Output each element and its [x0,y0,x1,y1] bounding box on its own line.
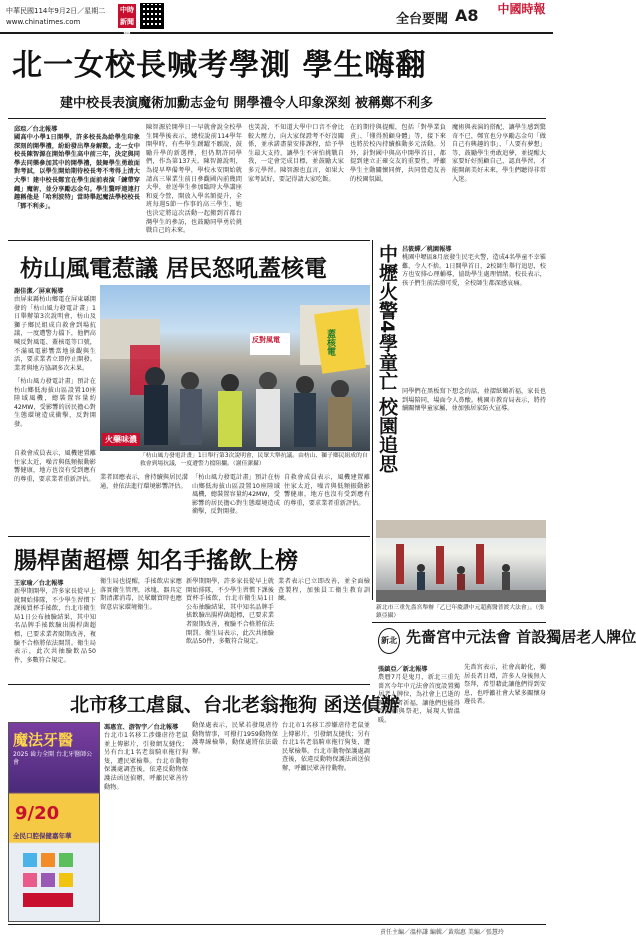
divider [8,924,546,925]
ad-date: 9/20 [15,803,60,824]
column-divider [372,240,373,600]
protest-photo [100,285,370,451]
story6-byline: 張鎮亞／新北報導 [378,666,428,673]
issue-date: 中華民國114年9月2日／星期二 [6,7,106,15]
story1-headline: 北一女校長喊考學測 學生嗨翻 [12,48,427,83]
story1-byline: 邱琮／台北報導 [14,126,58,133]
story1-col4: 在的期待與提醒，包括「對學業負責」、「懂得照顧身體」等，接下來也將於校內持續推動多元活動。另外，針對國中與高中開學首日，都提到建立正確交友的重要性，呼籲學生主動關懷同儕，共同營造友善的校園氛圍。 [350,124,446,183]
story2-body2: 「枋山風力發電計畫」預計在枋山鄉低海拔山區設置10座陸域風機，總裝置容量約42MW，受影響的居民擔心對生態環境造成衝擊，反對開發。 [14,378,96,428]
story3-headline: 腸桿菌超標 知名手搖飲上榜 [14,548,299,574]
region-tag: 新北 [378,628,400,654]
story1-col3: 也笑說，不知道大學中口音不會比較大壓力，向大家保證考不好沒關係，並承諾盡量安排課程，給予學生最大支持，讓學生不害怕挑戰自我，一定會完成目標，並鼓勵大家多元學習。陳智源也直言，如果大家考試好，要記得請大家吃飯。 [248,124,344,183]
ad-subtitle: 2025 齒力全開 台北牙醫師公會 [13,751,93,766]
story2-body: 由屏東縣枋山鄉電在屏東縣開發的「枋山風力發電計畫」1日舉辦第3次說明會，枋山及獅子鄉民組成自救會到場抗議，一度遭警力擋下，他們高喊反對風電、蓋核電等口號，不滿風電影響當地景觀與生活，要求業者立即停止開發。業者與地方協調多次未果。 [14,296,96,372]
story6-body2: 先嗇宮表示，社會高齡化，獨居長者日增，許多人身後無人祭拜，希望藉此讓他們得到安息，也呼籲社會大眾多關懷身邊長者。 [464,664,546,706]
story6-body: 農曆7月是鬼月，新北三重先嗇宮今年中元法會首度設置獨居老人牌位，為社會上已逝的孤獨長者祈福，讓他們也能得到照顧與祭祀，展現人情溫暖。 [378,674,460,724]
story2-body3: 自救會成員表示，風機建置離住家太近，噪音與低頻振動影響健康，地方也沒有受到應有的尊重，要求業者重新評估。 [284,474,370,507]
editor-credits: 責任主編／溫梓謙 編輯／黃瑞惠 美編／張慧玲 [380,929,504,936]
divider [8,536,370,537]
brand-logo: 中國時報 [497,2,546,16]
story2-byline: 謝佳潔／屏東報導 [14,288,64,295]
divider [8,240,370,241]
section-name: 全台要聞 [396,12,449,27]
story4-body2: 同學們在黑板寫下想念的話，並摺紙鶴祈福，家長也到場陪同，場面令人鼻酸。桃園市教育局表示，將持續關懷學童家屬，並加強居家防火宣導。 [402,388,546,413]
story3-body3: 新學期開學，許多家長從早上就開始排隊，不少學生習慣下課後買杯手搖飲，台北市衛生局1日公布抽驗結果，其中知名品牌手搖飲驗出腸桿菌超標，已要求業者限期改善，複驗不合格將依法開罰。衛生局表示，此次共抽驗飲品50件，多數符合規定。 [186,578,274,646]
story4-body: 桃園中壢區8月底發生民宅火警，造成4名學童不幸罹難，令人不捨。1日開學首日，2校師生舉行追思，校方也安排心理輔導，協助學生處理情緒。校長表示，孩子們生前活潑可愛，全校師生都深感哀痛。 [402,254,546,287]
temple-photo [376,520,546,602]
story3-body: 新學期開學，許多家長從早上就開始排隊，不少學生習慣下課後買杯手搖飲，台北市衛生局1日公布抽驗結果，其中知名品牌手搖飲驗出腸桿菌超標，已要求業者限期改善，複驗不合格將依法開罰。衛生局表示，此次共抽驗飲品50件，多數符合規定。 [14,588,96,664]
story3-byline: 王家瑜／台北報導 [14,580,64,587]
ad-title: 魔法牙醫 [13,731,74,749]
story4-byline: 呂筱蟬／桃園報導 [402,246,452,253]
story1-col5: 魔術與表演的搭配，讓學生感到驚奇不已，鄭宜也分享勵志金句「做自己有興趣的事」、「人要有夢想」等，鼓勵學生勇敢追夢，並提醒大家要好好照顧自己，認真學習，才能開創美好未來，學生們聽得非常入迷。 [452,124,546,183]
story3-body2: 衛生局也提醒，手搖飲店家應落實衛生管理，冰塊、器具定期清潔消毒，民眾購買時也應留意店家環境衛生。 [100,578,182,611]
story5-byline: 馮惠宜、游智宇／台北報導 [104,724,179,731]
chinatimes-logo: 中時 新聞網 [120,6,134,38]
website-url: www.chinatimes.com [6,18,81,26]
story5-headline: 北市移工虐鼠、台北老翁拖狗 函送偵辦 [70,694,400,716]
story5-body2: 動保處表示，民眾若發現虐待動物情事，可撥打1959動物保護專線檢舉，動保處將依法嚴辦。 [192,722,278,755]
protest-sign-text: 反對風電 [252,336,280,344]
story5-body: 台北市1名移工涉嫌虐待老鼠並上傳影片，引發網友撻伐；另有台北1名老翁騎車拖行狗隻，遭民眾檢舉。台北市動物保護處調查後，依違反動物保護法函送偵辦，呼籲民眾善待動物。 [104,732,188,791]
protest-sign-text: 蓋核電 [325,329,335,356]
qr-code-icon [140,3,164,29]
story2-caption: 「枋山風力發電計畫」1日舉行第3次說明會，民眾大舉抗議。由枋山、獅子鄉民組成的自救會到場抗議，一度遭警力擋阻攔。（謝佳潔攝） [140,452,370,472]
story6-headline: 先嗇宮中元法會 首設獨居老人牌位 [406,628,636,646]
divider [8,118,546,119]
story1-lede: 國高中小學1日開學，許多校長為給學生印象深刻的開學禮，紛紛發出準身解數。北一女中校長陳智源在開始學生高中前三年，決定與同學去同樂參加其中的開學禮，鼓舞學生勇敢面對考試，以學生開始期待校長考不考得上清大大學！建中校長鄭宜在學生面前表演「鍊帶穿繩」魔術，並分享勵志金句。學生驚呼連連打趣稱他是「哈利波特」當時舉起魔法學校校長「鄧不利多」。 [14,134,140,210]
temple-caption: 新北市三重先嗇宮舉辦「乙巳年慶讚中元超薦醫普渡大法會」。（張鎮亞攝） [376,605,545,619]
story1-subhead: 建中校長表演魔術加勳志金句 開學禮令人印象深刻 被稱鄭不利多 [60,96,434,111]
ad-line: 全民口腔保健嘉年華 [13,832,72,840]
divider [372,622,546,623]
story3-body4: 業者表示已立即改善，並全面檢查製程，加強員工衛生教育訓練。 [278,578,370,603]
story2-body2: 「枋山風力發電計畫」預計在枋山鄉低海拔山區設置10座陸域風機，總裝置容量約42MW，受影響的居民擔心對生態環境造成衝擊，反對開發。 [192,474,280,516]
story5-body3: 台北市1名移工涉嫌虐待老鼠並上傳影片，引發網友撻伐；另有台北1名老翁騎車拖行狗隻，遭民眾檢舉。台北市動物保護處調查後，依違反動物保護法函送偵辦，呼籲民眾善待動物。 [282,722,370,772]
advertisement [8,722,100,922]
story2-headline: 枋山風電惹議 居民怒吼蓋核電 [20,256,328,282]
photo-label: 火藥味濃 [102,433,140,446]
story1-col2: 陳智源於開學日一早就會說全校學生開學後表示，總校說前114學年開學時，有些學生踴躍不願說，鼓勵升學的新選擇，但仍期許同學們，作為第137天。陳智源說明，為提早準備考學，學校永安開始就請高三畢業生前日參觀國內前幾間大學，並送學生參加臨時大學講座和夏令營，開放入學名額提升，全班每週5節一作事的高三學生，她也決定將這次活動一起搬到首都台灣學生的參訪，也鼓勵同學勇於挑戰自己的未來。 [146,124,242,235]
page-number: A8 [455,6,479,25]
page-header [0,0,553,38]
divider [8,684,370,685]
story2-body3: 自救會成員表示，風機建置離住家太近，噪音與低頻振動影響健康，地方也沒有受到應有的尊重，要求業者重新評估。 [14,450,96,483]
story2-body4: 業者回應表示，會持續與居民溝通，並依法進行環境影響評估。 [100,474,188,490]
story4-headline: 中壢火警4學童亡 校園追思 [376,244,398,473]
